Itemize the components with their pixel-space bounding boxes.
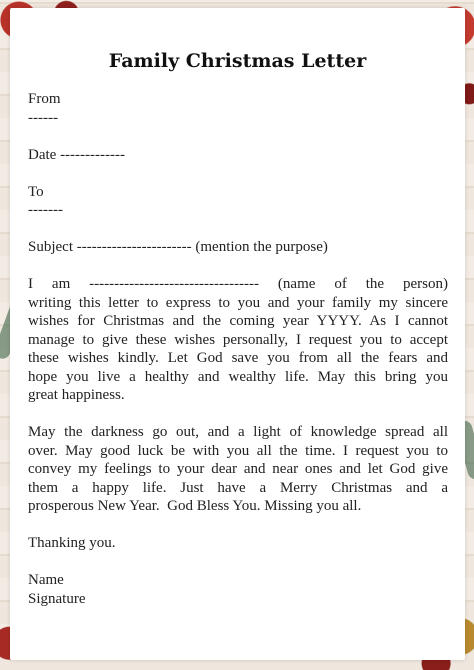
date-line: Date ------------- <box>28 146 126 163</box>
paragraph-line: hope you live a healthy and wealthy life. May this bring you <box>28 368 448 385</box>
paragraph-wishes <box>28 423 448 516</box>
paragraph-line: over. May good luck be with you all the time. I request you to <box>28 442 448 459</box>
letter-title: Family Christmas Letter <box>108 50 367 72</box>
from-label: From <box>28 91 61 107</box>
to-label: To <box>28 183 44 200</box>
paragraph-line: great happiness. <box>28 387 125 403</box>
paragraph-line: these wishes kindly. Let God save you from all the fears and <box>28 350 448 366</box>
closing: Thanking you. <box>28 535 116 551</box>
signature-label: Signature <box>28 590 86 607</box>
from-blank: ------ <box>28 109 58 126</box>
name-label: Name <box>28 572 64 588</box>
paragraph-line: I am ---------------------------------- (name of the person) <box>28 276 448 292</box>
letter-sheet <box>10 8 465 660</box>
paragraph-line: wishes for Christmas and the coming year YYYY. As I cannot <box>28 313 448 329</box>
paragraph-greeting <box>28 275 448 405</box>
to-blank: ------- <box>28 202 63 218</box>
paragraph-line: writing this letter to express to you and your family my sincere <box>28 294 448 311</box>
paragraph-line: convey my feelings to your dear and near ones and let God give <box>28 461 448 477</box>
paragraph-line: prosperous New Year. God Bless You. Missing you all. <box>28 498 362 514</box>
letter-body <box>28 90 448 608</box>
subject-line: Subject ----------------------- (mention the purpose) <box>28 239 328 255</box>
paragraph-line: manage to give these wishes personally, I request you to accept <box>28 331 448 348</box>
paragraph-line: May the darkness go out, and a light of knowledge spread all <box>28 424 448 440</box>
paragraph-line: them a happy life. Just have a Merry Christmas and a <box>28 479 448 496</box>
